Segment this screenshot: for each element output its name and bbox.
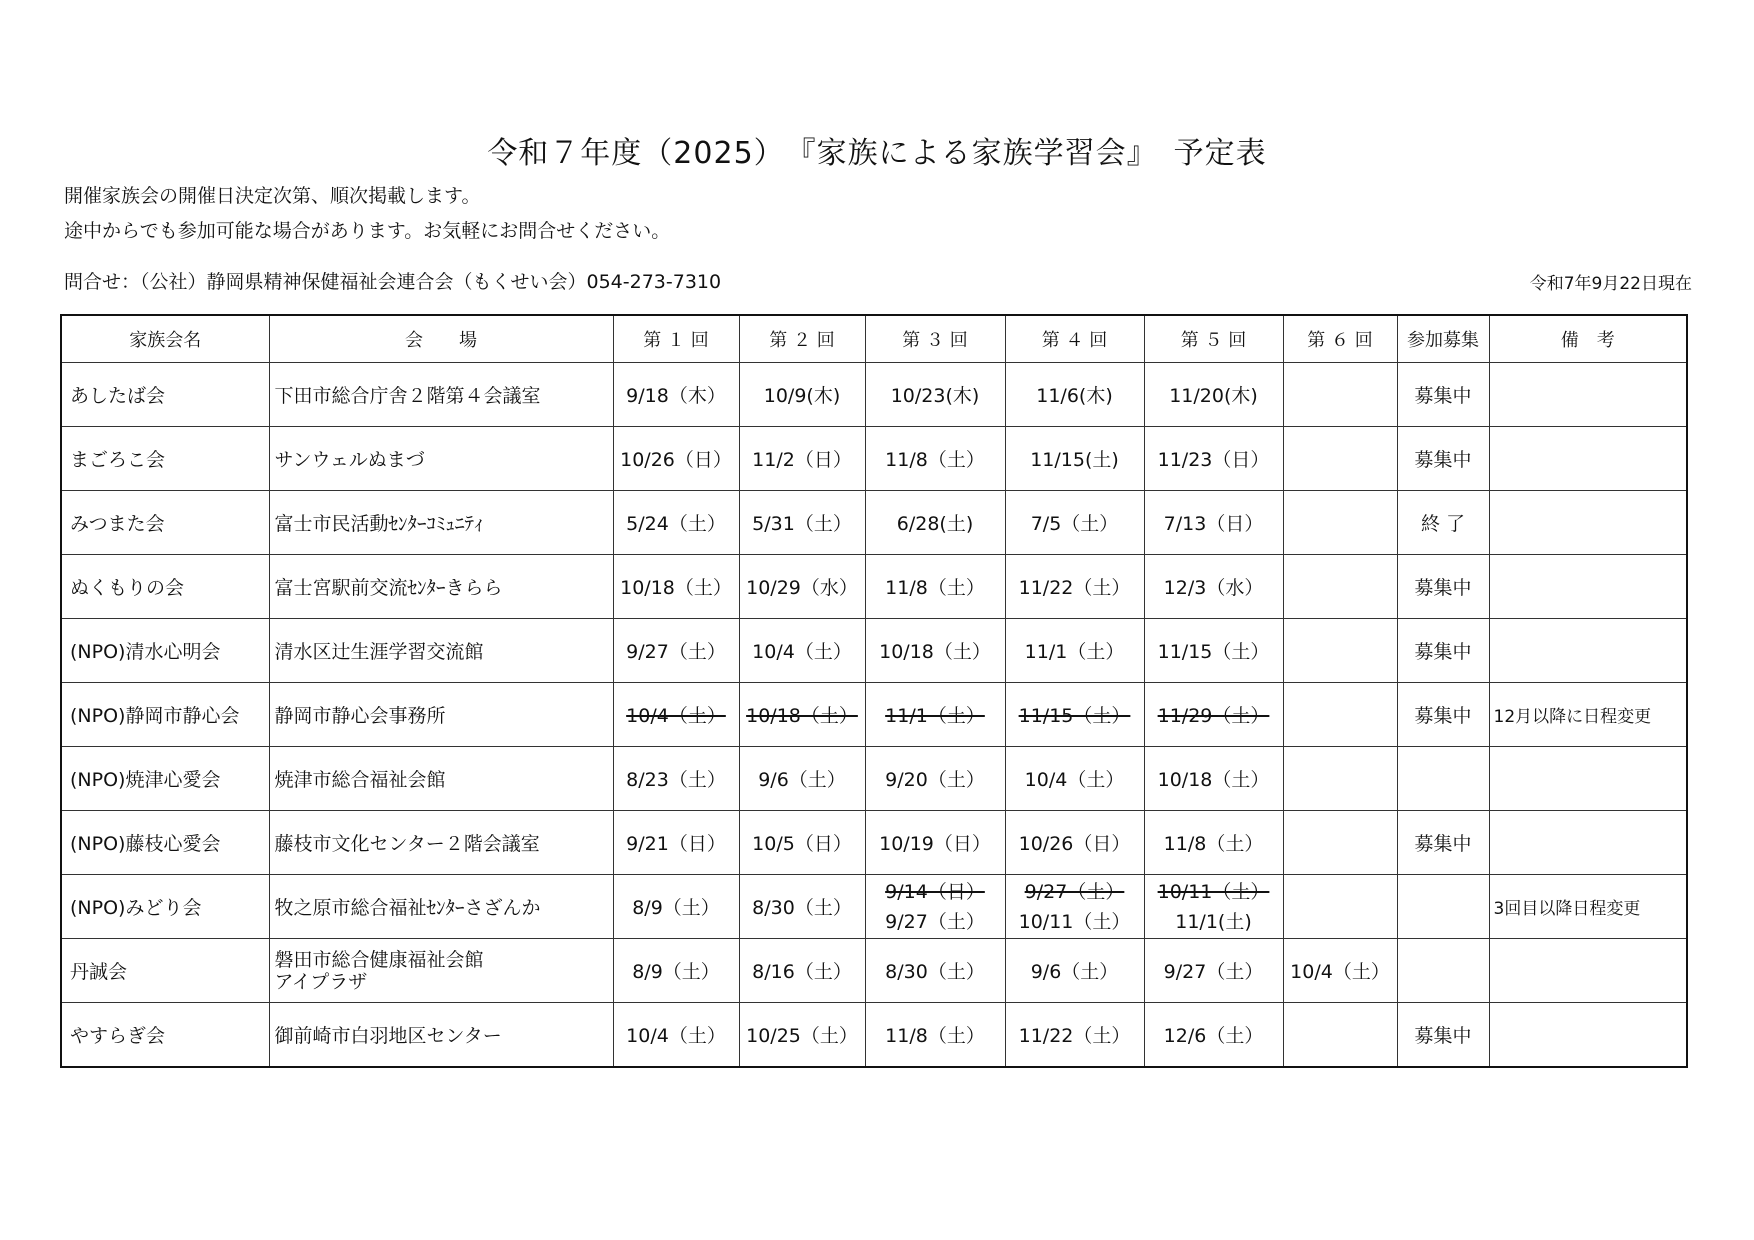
session-1-date [613,875,739,939]
table-row [61,939,1687,1003]
venue-cell [269,747,613,811]
family-group-name: みつまた会 [61,491,269,555]
table-row [61,555,1687,619]
header-family-group: 家族会名 [61,315,269,363]
table-row [61,619,1687,683]
session-date: 11/20(木) [1169,385,1258,407]
remarks-cell [1489,363,1687,427]
session-date: 9/27（土） [1163,961,1264,983]
table-row [61,811,1687,875]
session-4-date [1005,1003,1144,1068]
session-1-date [613,363,739,427]
session-date: 9/6（土） [1030,961,1119,983]
session-5-date [1144,747,1283,811]
session-2-date [739,683,865,747]
remarks-cell [1489,555,1687,619]
session-4-date [1005,683,1144,747]
cancelled-date: 10/4（土） [626,705,726,727]
session-date: 9/27（土） [626,641,726,663]
recruitment-status: 募集中 [1397,811,1489,875]
session-date: 9/21（日） [626,833,726,855]
session-1-date [613,555,739,619]
venue-line: 焼津市総合福祉会館 [274,769,446,791]
session-date: 10/19（日） [879,833,991,855]
session-4-date [1005,555,1144,619]
session-date: 10/18（土） [620,577,732,599]
table-body [61,363,1687,1068]
session-5-date [1144,363,1283,427]
venue-line: 富士宮駅前交流ｾﾝﾀｰきらら [274,577,503,599]
session-date: 8/9（土） [632,897,720,919]
session-5-date [1144,491,1283,555]
session-4-date [1005,363,1144,427]
remarks-cell [1489,1003,1687,1068]
session-5-date [1144,1003,1283,1068]
venue-line: 磐田市総合健康福祉会館 [274,948,484,971]
session-date: 10/23(木) [890,385,980,407]
cancelled-date: 10/18（土） [746,705,858,727]
recruitment-status: 終 了 [1397,491,1489,555]
session-4-date [1005,619,1144,683]
session-date: 10/29（水） [746,577,858,599]
cancelled-date: 9/27（土） [1024,880,1125,903]
session-1-date [613,939,739,1003]
session-date: 10/18（土） [879,641,991,663]
cancelled-date: 11/1（土） [885,705,985,727]
session-4-date [1005,491,1144,555]
session-date: 10/4（土） [626,1025,726,1047]
session-1-date [613,619,739,683]
remarks-cell [1489,427,1687,491]
session-2-date [739,491,865,555]
session-date: 10/25（土） [746,1025,858,1047]
session-3-date [865,491,1005,555]
header-session-2: 第 ２ 回 [739,315,865,363]
session-1-date [613,1003,739,1068]
session-date: 8/16（土） [752,961,852,983]
session-4-date [1005,811,1144,875]
session-3-date [865,747,1005,811]
session-date: 9/18（木） [626,385,726,407]
session-2-date [739,939,865,1003]
session-date: 10/26（日） [1018,833,1131,855]
session-date: 10/5（日） [752,833,852,855]
venue-cell [269,939,613,1003]
session-5-date [1144,619,1283,683]
session-date: 12/3（水） [1163,577,1264,599]
remarks-cell: 3回目以降日程変更 [1489,875,1687,939]
session-6-date [1283,1003,1397,1068]
session-3-date [865,427,1005,491]
session-2-date [739,875,865,939]
session-date: 10/9(木) [763,385,841,407]
session-5-date [1144,875,1283,939]
session-date: 10/18（土） [1157,769,1270,791]
recruitment-status: 募集中 [1397,619,1489,683]
table-row [61,747,1687,811]
session-6-date [1283,491,1397,555]
session-3-date [865,939,1005,1003]
session-date: 10/26（日） [620,449,732,471]
session-date: 11/8（土） [1163,833,1264,855]
family-group-name: (NPO)清水心明会 [61,619,269,683]
session-date: 12/6（土） [1163,1025,1264,1047]
header-remarks: 備 考 [1489,315,1687,363]
session-3-date [865,811,1005,875]
session-date: 11/8（土） [885,449,985,471]
session-1-date [613,683,739,747]
venue-line: 藤枝市文化センター２階会議室 [274,833,540,855]
session-date: 11/22（土） [1018,1025,1131,1047]
recruitment-status [1397,939,1489,1003]
session-2-date [739,1003,865,1068]
venue-line: 下田市総合庁舎２階第４会議室 [274,385,541,407]
session-1-date [613,811,739,875]
session-2-date [739,747,865,811]
session-6-date [1283,683,1397,747]
session-date: 9/20（土） [885,769,985,791]
session-5-date [1144,427,1283,491]
participation-note: 途中からでも参加可能な場合があります。お気軽にお問合せください。 [64,220,671,242]
family-group-name: やすらぎ会 [61,1003,269,1068]
venue-cell [269,619,613,683]
session-date: 10/4（土） [1290,961,1390,983]
session-2-date [739,363,865,427]
venue-line: 清水区辻生涯学習交流館 [274,641,484,663]
remarks-cell: 12月以降に日程変更 [1489,683,1687,747]
recruitment-status: 募集中 [1397,683,1489,747]
page-title: 令和７年度（2025） 『家族による家族学習会』 予定表 [487,136,1267,171]
session-date: 5/24（土） [626,513,726,535]
session-5-date [1144,555,1283,619]
session-1-date [613,747,739,811]
session-date: 7/5（土） [1030,513,1119,535]
session-3-date [865,1003,1005,1068]
session-1-date [613,427,739,491]
table-row [61,491,1687,555]
venue-cell [269,683,613,747]
family-group-name: (NPO)みどり会 [61,875,269,939]
family-group-name: (NPO)静岡市静心会 [61,683,269,747]
session-date: 8/23（土） [626,769,726,791]
venue-cell [269,491,613,555]
session-6-date [1283,747,1397,811]
session-date: 6/28(土) [896,513,974,535]
header-session-1: 第 １ 回 [613,315,739,363]
header-session-5: 第 ５ 回 [1144,315,1283,363]
table-row [61,1003,1687,1068]
session-2-date [739,619,865,683]
venue-cell [269,1003,613,1068]
cancelled-date: 11/29（土） [1157,705,1270,727]
venue-line: アイプラザ [274,970,368,993]
session-date: 11/15（土） [1157,641,1270,663]
session-5-date [1144,939,1283,1003]
venue-cell [269,555,613,619]
session-date: 7/13（日） [1163,513,1264,535]
session-date: 11/2（日） [752,449,852,471]
venue-line: 御前崎市白羽地区センター [274,1025,502,1047]
table-row [61,363,1687,427]
venue-line: サンウェルぬまづ [274,449,425,471]
session-3-date [865,619,1005,683]
session-date: 8/30（土） [885,961,985,983]
venue-cell [269,875,613,939]
session-date: 11/6(木) [1036,385,1113,407]
announcement-note: 開催家族会の開催日決定次第、順次掲載します。 [64,185,481,207]
recruitment-status: 募集中 [1397,1003,1489,1068]
venue-cell [269,811,613,875]
session-5-date [1144,811,1283,875]
session-6-date [1283,619,1397,683]
header-session-4: 第 ４ 回 [1005,315,1144,363]
session-date: 10/11（土） [1018,910,1131,933]
remarks-cell [1489,939,1687,1003]
venue-cell [269,363,613,427]
session-date: 11/8（土） [885,577,985,599]
remarks-cell [1489,619,1687,683]
session-2-date [739,555,865,619]
family-group-name: あしたば会 [61,363,269,427]
session-6-date [1283,555,1397,619]
header-session-6: 第 ６ 回 [1283,315,1397,363]
session-date: 11/22（土） [1018,577,1131,599]
session-4-date [1005,939,1144,1003]
session-date: 9/27（土） [885,910,985,933]
family-group-name: 丹誠会 [61,939,269,1003]
session-date: 10/4（土） [752,641,852,663]
as-of-date: 令和7年9月22日現在 [1529,274,1692,294]
family-group-name: (NPO)藤枝心愛会 [61,811,269,875]
schedule-table [60,314,1688,1068]
header-recruitment: 参加募集 [1397,315,1489,363]
table-row [61,427,1687,491]
session-6-date [1283,939,1397,1003]
session-6-date [1283,875,1397,939]
venue-line: 静岡市静心会事務所 [274,705,446,727]
family-group-name: まごろこ会 [61,427,269,491]
session-date: 11/23（日） [1157,449,1270,471]
recruitment-status [1397,747,1489,811]
cancelled-date: 11/15（土） [1018,705,1131,727]
venue-cell [269,427,613,491]
session-2-date [739,427,865,491]
session-4-date [1005,875,1144,939]
session-date: 11/15(土) [1030,449,1119,471]
family-group-name: (NPO)焼津心愛会 [61,747,269,811]
session-6-date [1283,427,1397,491]
remarks-cell [1489,811,1687,875]
session-date: 8/9（土） [632,961,720,983]
table-header-row [61,315,1687,363]
session-2-date [739,811,865,875]
session-date: 11/8（土） [885,1025,985,1047]
session-4-date [1005,747,1144,811]
table-row [61,683,1687,747]
session-3-date [865,363,1005,427]
recruitment-status: 募集中 [1397,363,1489,427]
session-date: 10/4（土） [1024,769,1125,791]
session-date: 11/1（土） [1024,641,1125,663]
session-4-date [1005,427,1144,491]
header-session-3: 第 ３ 回 [865,315,1005,363]
session-3-date [865,875,1005,939]
venue-line: 牧之原市総合福祉ｾﾝﾀｰさざんか [274,897,541,919]
recruitment-status [1397,875,1489,939]
cancelled-date: 9/14（日） [885,880,985,903]
session-1-date [613,491,739,555]
cancelled-date: 10/11（土） [1157,880,1270,903]
session-date: 9/6（土） [758,769,846,791]
session-3-date [865,555,1005,619]
session-date: 11/1(土) [1175,910,1252,933]
table-row [61,875,1687,939]
session-6-date [1283,811,1397,875]
session-3-date [865,683,1005,747]
recruitment-status: 募集中 [1397,427,1489,491]
session-6-date [1283,363,1397,427]
session-date: 8/30（土） [752,897,852,919]
session-date: 5/31（土） [752,513,852,535]
contact-info: 問合せ：（公社）静岡県精神保健福祉会連合会（もくせい会）054-273-7310 [64,271,722,293]
header-venue: 会 場 [269,315,613,363]
recruitment-status: 募集中 [1397,555,1489,619]
session-5-date [1144,683,1283,747]
remarks-cell [1489,747,1687,811]
remarks-cell [1489,491,1687,555]
family-group-name: ぬくもりの会 [61,555,269,619]
venue-line: 富士市民活動ｾﾝﾀｰｺﾐｭﾆﾃｨ [274,513,484,535]
